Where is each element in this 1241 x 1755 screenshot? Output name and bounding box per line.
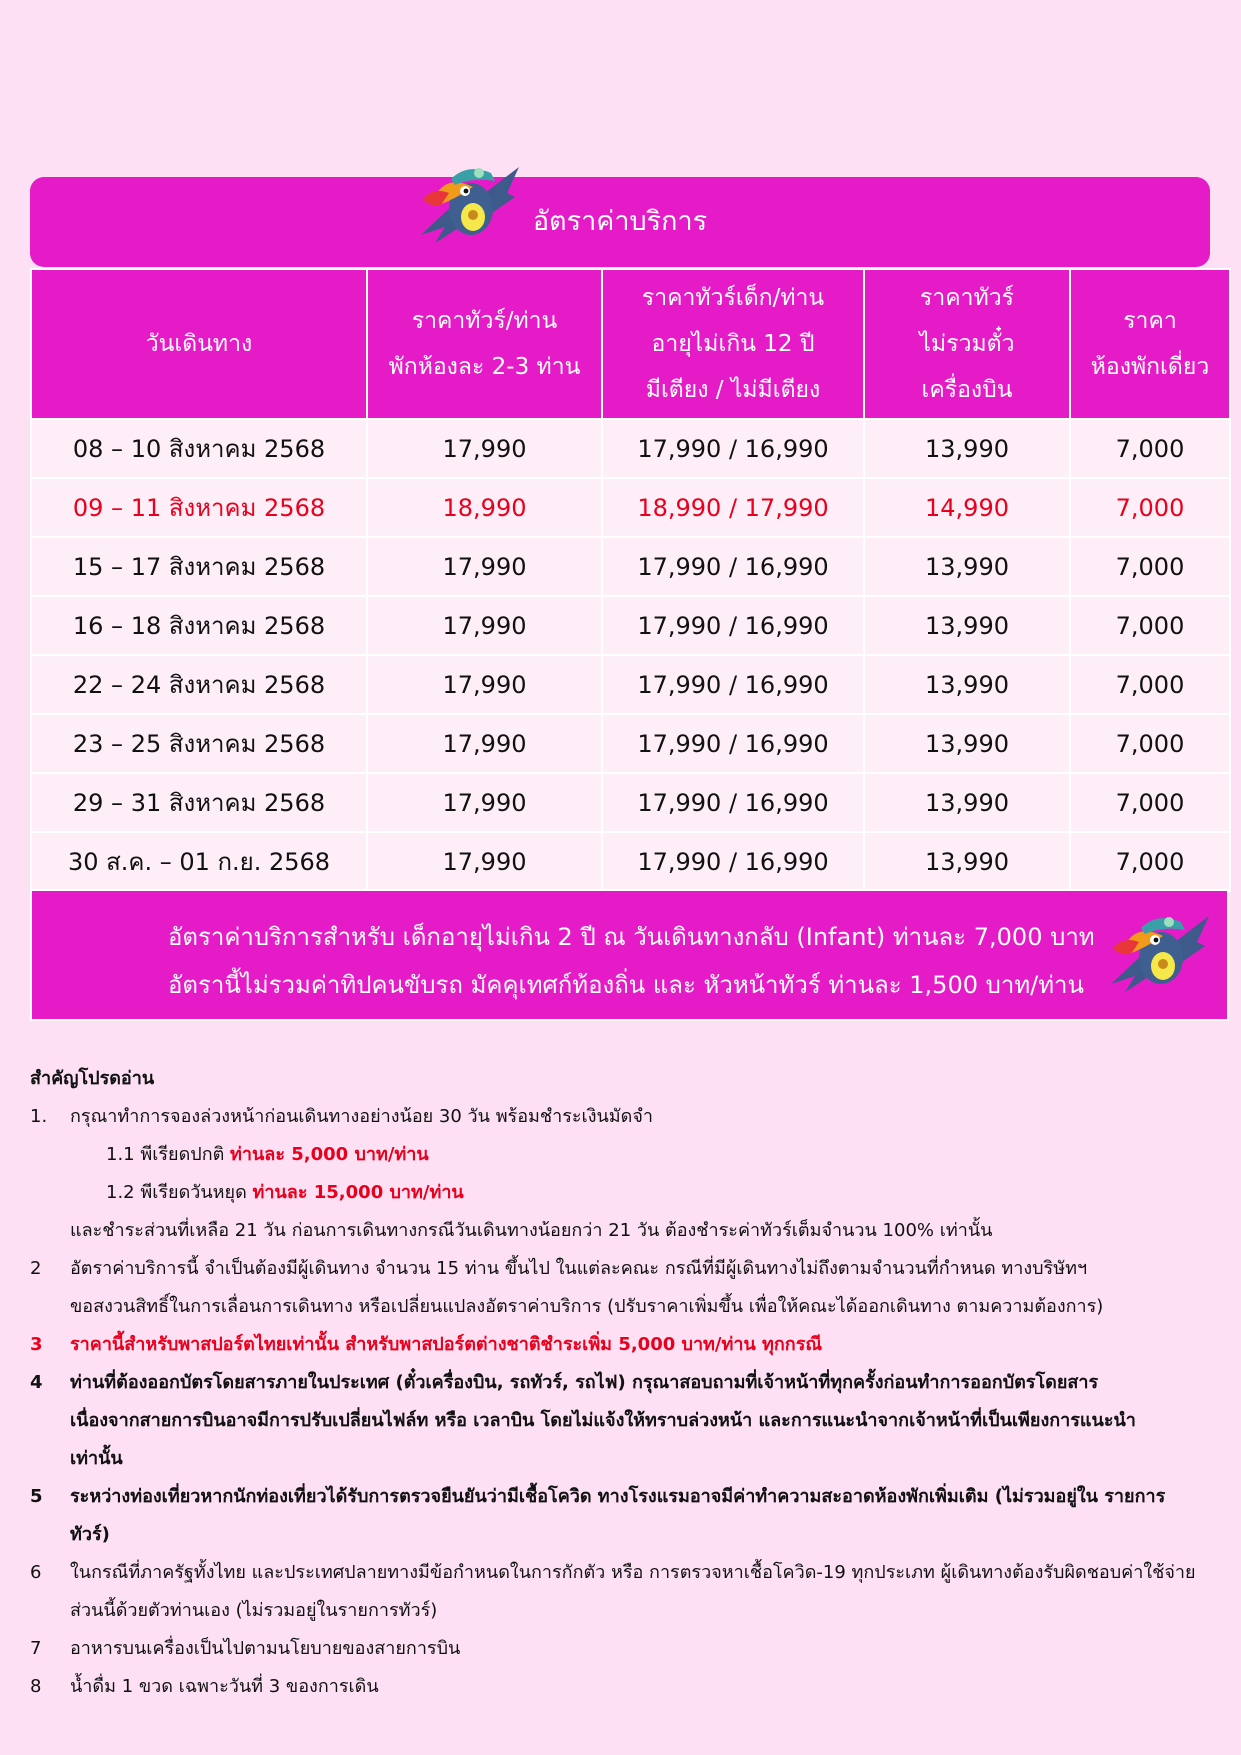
toucan-mascot-icon (1105, 912, 1211, 998)
note-number: 6 (30, 1562, 42, 1583)
note-number: 4 (30, 1372, 43, 1393)
cell-child-price: 17,990 / 16,990 (602, 537, 864, 596)
cell-date: 30 ส.ค. – 01 ก.ย. 2568 (31, 832, 367, 891)
note-number: 2 (30, 1258, 42, 1279)
note-item-4 (30, 1364, 1210, 1402)
col-header-line: ราคาทัวร์ (920, 285, 1014, 311)
cell-no-flight-price: 13,990 (864, 655, 1070, 714)
note-text: อัตราค่าบริการนี้ จำเป็นต้องมีผู้เดินทาง จำนวน 15 ท่าน ขึ้นไป ในแต่ละคณะ กรณีที่มีผู้เดินทางไม่ถึงตามจำนวนที่กำหนด ทางบริษัทฯ (70, 1258, 1088, 1279)
note-item-6 (30, 1554, 1210, 1592)
note-item-8 (30, 1668, 1210, 1706)
note-text-continued: ส่วนนี้ด้วยตัวท่านเอง (ไม่รวมอยู่ในรายการทัวร์) (70, 1600, 438, 1621)
cell-no-flight-price: 13,990 (864, 832, 1070, 891)
note-text-continued: ขอสงวนสิทธิ์ในการเลื่อนการเดินทาง หรือเปลี่ยนแปลงอัตราค่าบริการ (ปรับราคาเพิ่มขึ้น เพื่อให้คณะได้ออกเดินทาง ตามความต้องการ) (70, 1296, 1104, 1317)
col-header-single-room (1070, 269, 1230, 419)
cell-adult-price: 17,990 (367, 655, 602, 714)
col-header-line: ราคาทัวร์เด็ก/ท่าน (641, 285, 825, 311)
cell-date: 29 – 31 สิงหาคม 2568 (31, 773, 367, 832)
table-row (31, 773, 1230, 832)
cell-single-room: 7,000 (1070, 596, 1230, 655)
note-sub-amount: ท่านละ 15,000 บาท/ท่าน (252, 1182, 464, 1203)
note-sub-amount: ท่านละ 5,000 บาท/ท่าน (230, 1144, 429, 1165)
note-item-7 (30, 1630, 1210, 1668)
cell-child-price: 17,990 / 16,990 (602, 655, 864, 714)
col-header-date (31, 269, 367, 419)
table-row (31, 714, 1230, 773)
note-item-5 (30, 1478, 1210, 1516)
cell-date: 15 – 17 สิงหาคม 2568 (31, 537, 367, 596)
note-text: ระหว่างท่องเที่ยวหากนักท่องเที่ยวได้รับการตรวจยืนยันว่ามีเชื้อโควิด ทางโรงแรมอาจมีค่าทำความสะอาดห้องพักเพิ่มเติม (ไม่รวมอยู่ใน รายการ (70, 1486, 1166, 1507)
note-text-continued: และชำระส่วนที่เหลือ 21 วัน ก่อนการเดินทางกรณีวันเดินทางน้อยกว่า 21 วัน ต้องชำระค่าทัวร์เต็มจำนวน 100% เท่านั้น (70, 1220, 993, 1241)
cell-child-price: 17,990 / 16,990 (602, 832, 864, 891)
col-header-adult-price (367, 269, 602, 419)
col-header-line: อายุไม่เกิน 12 ปี (651, 331, 815, 357)
note-item-2 (30, 1250, 1210, 1288)
cell-no-flight-price: 13,990 (864, 596, 1070, 655)
note-text-continued: เนื่องจากสายการบินอาจมีการปรับเปลี่ยนไฟล์ท หรือ เวลาบิน โดยไม่แจ้งให้ทราบล่วงหน้า และการแนะนำจากเจ้าหน้าที่เป็นเพียงการแนะนำ (70, 1410, 1136, 1431)
col-header-line: มีเตียง / ไม่มีเตียง (645, 377, 821, 403)
table-row-highlighted (31, 478, 1230, 537)
note-item-3 (30, 1326, 1210, 1364)
cell-single-room: 7,000 (1070, 655, 1230, 714)
cell-adult-price: 17,990 (367, 832, 602, 891)
cell-adult-price: 17,990 (367, 419, 602, 478)
cell-single-room: 7,000 (1070, 714, 1230, 773)
note-subitem-1-1 (30, 1136, 1210, 1174)
cell-date: 09 – 11 สิงหาคม 2568 (31, 478, 367, 537)
cell-single-room: 7,000 (1070, 773, 1230, 832)
cell-adult-price: 17,990 (367, 596, 602, 655)
note-number: 1. (30, 1106, 48, 1127)
note-text: น้ำดื่ม 1 ขวด เฉพาะวันที่ 3 ของการเดิน (70, 1676, 379, 1697)
note-text-continued: ทัวร์) (70, 1524, 110, 1545)
cell-date: 16 – 18 สิงหาคม 2568 (31, 596, 367, 655)
cell-adult-price: 17,990 (367, 714, 602, 773)
cell-adult-price: 17,990 (367, 537, 602, 596)
cell-single-room: 7,000 (1070, 537, 1230, 596)
cell-single-room: 7,000 (1070, 832, 1230, 891)
notes-heading: สำคัญโปรดอ่าน (30, 1068, 155, 1089)
footnote-tips: อัตรานี้ไม่รวมค่าทิปคนขับรถ มัคคุเทศก์ท้องถิ่น และ หัวหน้าทัวร์ ท่านละ 1,500 บาท/ท่าน (168, 971, 1084, 999)
cell-no-flight-price: 14,990 (864, 478, 1070, 537)
note-number: 5 (30, 1486, 43, 1507)
cell-child-price: 17,990 / 16,990 (602, 714, 864, 773)
cell-single-room: 7,000 (1070, 419, 1230, 478)
table-row (31, 537, 1230, 596)
cell-no-flight-price: 13,990 (864, 773, 1070, 832)
note-number: 8 (30, 1676, 42, 1697)
col-header-line: ราคาทัวร์/ท่าน (411, 308, 558, 334)
cell-adult-price: 18,990 (367, 478, 602, 537)
cell-child-price: 17,990 / 16,990 (602, 773, 864, 832)
cell-child-price: 18,990 / 17,990 (602, 478, 864, 537)
note-number: 7 (30, 1638, 42, 1659)
cell-date: 08 – 10 สิงหาคม 2568 (31, 419, 367, 478)
cell-single-room: 7,000 (1070, 478, 1230, 537)
cell-no-flight-price: 13,990 (864, 537, 1070, 596)
cell-no-flight-price: 13,990 (864, 714, 1070, 773)
table-row (31, 655, 1230, 714)
col-header-line: ห้องพักเดี่ยว (1090, 354, 1210, 380)
table-header-row (31, 269, 1230, 419)
table-row (31, 419, 1230, 478)
note-item-1 (30, 1098, 1210, 1136)
cell-adult-price: 17,990 (367, 773, 602, 832)
banner (30, 177, 1210, 267)
cell-child-price: 17,990 / 16,990 (602, 596, 864, 655)
cell-date: 23 – 25 สิงหาคม 2568 (31, 714, 367, 773)
col-header-line: พักห้องละ 2-3 ท่าน (388, 354, 581, 380)
col-header-line: วันเดินทาง (145, 331, 253, 357)
note-text: อาหารบนเครื่องเป็นไปตามนโยบายของสายการบิน (70, 1638, 461, 1659)
rate-table (30, 268, 1231, 892)
footnote-infant: อัตราค่าบริการสำหรับ เด็กอายุไม่เกิน 2 ปี ณ วันเดินทางกลับ (Infant) ท่านละ 7,000 บาท (168, 923, 1095, 951)
cell-no-flight-price: 13,990 (864, 419, 1070, 478)
col-header-child-price (602, 269, 864, 419)
col-header-no-flight-price (864, 269, 1070, 419)
note-text: ในกรณีที่ภาครัฐทั้งไทย และประเทศปลายทางมีข้อกำหนดในการกักตัว หรือ การตรวจหาเชื้อโควิด-19 ทุกประเภท ผู้เดินทางต้องรับผิดชอบค่าใช้จ่าย (70, 1562, 1196, 1583)
note-text: กรุณาทำการจองล่วงหน้าก่อนเดินทางอย่างน้อย 30 วัน พร้อมชำระเงินมัดจำ (70, 1106, 654, 1127)
banner-title: อัตราค่าบริการ (532, 206, 708, 237)
note-text-continued: เท่านั้น (70, 1448, 123, 1469)
table-row (31, 832, 1230, 891)
cell-date: 22 – 24 สิงหาคม 2568 (31, 655, 367, 714)
note-number: 3 (30, 1334, 43, 1355)
toucan-mascot-icon (415, 163, 521, 249)
note-subitem-1-2 (30, 1174, 1210, 1212)
note-sub-label: 1.2 พีเรียดวันหยุด (106, 1182, 253, 1203)
table-row (31, 596, 1230, 655)
col-header-line: ไม่รวมตั๋ว (919, 331, 1015, 357)
footnote-box (30, 889, 1229, 1021)
col-header-line: เครื่องบิน (921, 377, 1013, 403)
note-sub-label: 1.1 พีเรียดปกติ (106, 1144, 231, 1165)
cell-child-price: 17,990 / 16,990 (602, 419, 864, 478)
col-header-line: ราคา (1123, 308, 1177, 334)
important-notes (30, 1060, 1210, 1706)
note-text: ราคานี้สำหรับพาสปอร์ตไทยเท่านั้น สำหรับพาสปอร์ตต่างชาติชำระเพิ่ม 5,000 บาท/ท่าน ทุกกรณี (70, 1334, 823, 1355)
note-text: ท่านที่ต้องออกบัตรโดยสารภายในประเทศ (ตั๋วเครื่องบิน, รถทัวร์, รถไฟ) กรุณาสอบถามที่เจ้าหน้าที่ทุกครั้งก่อนทำการออกบัตรโดยสาร (70, 1372, 1099, 1393)
